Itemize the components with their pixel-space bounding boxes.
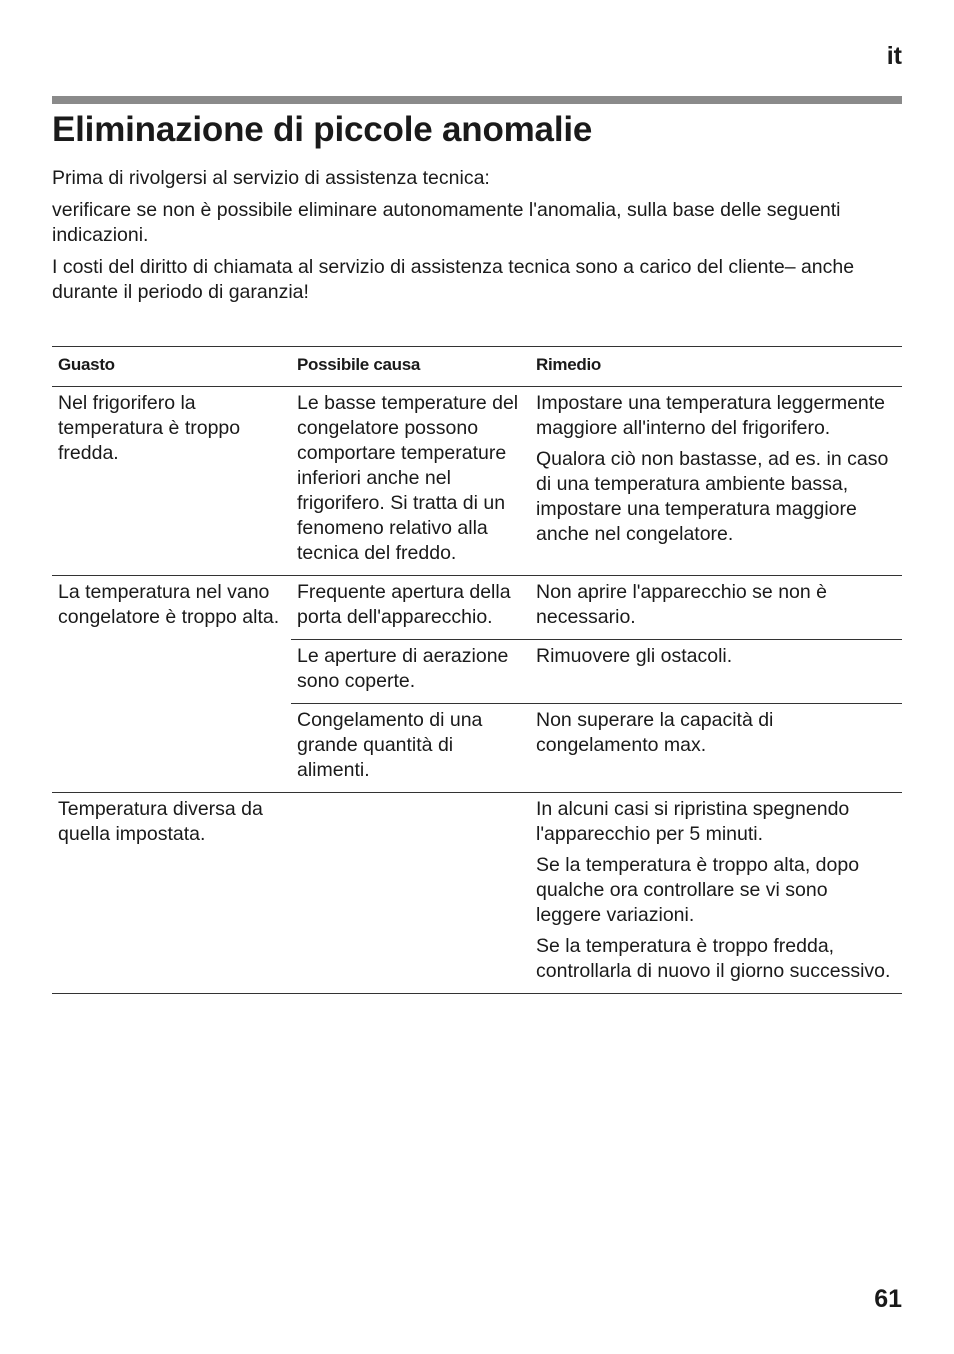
rimedio-text: Qualora ciò non bastasse, ad es. in caso di una temperatura ambiente bassa, impostare una temperatura maggiore anche nel congelatore.: [536, 448, 889, 545]
intro-text: [52, 166, 902, 312]
causa-cell: [291, 793, 530, 994]
rimedio-text: Se la temperatura è troppo fredda, controllarla di nuovo il giorno successivo.: [536, 935, 891, 982]
intro-paragraph: verificare se non è possibile eliminare autonomamente l'anomalia, sulla base delle seguenti indicazioni.: [52, 199, 841, 246]
table-row: [52, 387, 902, 576]
guasto-cell: La temperatura nel vano congelatore è troppo alta.: [52, 576, 291, 793]
causa-cell: Le basse temperature del congelatore possono comportare temperature inferiori anche nel frigorifero. Si tratta di un fenomeno relativo alla tecnica del freddo.: [291, 387, 530, 576]
guasto-cell: Temperatura diversa da quella impostata.: [52, 793, 291, 994]
rimedio-cell: [530, 387, 902, 576]
rimedio-cell: [530, 793, 902, 994]
table-header-row: [52, 347, 902, 387]
causa-cell: Le aperture di aerazione sono coperte.: [291, 640, 530, 704]
table-row: [52, 576, 902, 640]
page-title: Eliminazione di piccole anomalie: [52, 110, 593, 149]
page-number: 61: [874, 1285, 902, 1313]
table-row: [52, 793, 902, 994]
intro-paragraph: I costi del diritto di chiamata al servizio di assistenza tecnica sono a carico del cliente– anche durante il periodo di garanzia!: [52, 256, 855, 303]
rimedio-cell: Non aprire l'apparecchio se non è necessario.: [530, 576, 902, 640]
rimedio-text: In alcuni casi si ripristina spegnendo l'apparecchio per 5 minuti.: [536, 798, 850, 845]
intro-paragraph: Prima di rivolgersi al servizio di assistenza tecnica:: [52, 167, 490, 189]
rimedio-text: Impostare una temperatura leggermente maggiore all'interno del frigorifero.: [536, 392, 886, 439]
column-header-guasto: Guasto: [52, 347, 291, 387]
causa-cell: Congelamento di una grande quantità di alimenti.: [291, 704, 530, 793]
troubleshooting-table: [52, 346, 902, 994]
rimedio-text: Se la temperatura è troppo alta, dopo qualche ora controllare se vi sono leggere variazioni.: [536, 854, 860, 926]
guasto-cell: Nel frigorifero la temperatura è troppo fredda.: [52, 387, 291, 576]
rimedio-cell: Rimuovere gli ostacoli.: [530, 640, 902, 704]
column-header-causa: Possibile causa: [291, 347, 530, 387]
language-label: it: [886, 42, 902, 70]
rimedio-cell: Non superare la capacità di congelamento max.: [530, 704, 902, 793]
column-header-rimedio: Rimedio: [530, 347, 902, 387]
header-rule: [52, 96, 902, 104]
causa-cell: Frequente apertura della porta dell'apparecchio.: [291, 576, 530, 640]
